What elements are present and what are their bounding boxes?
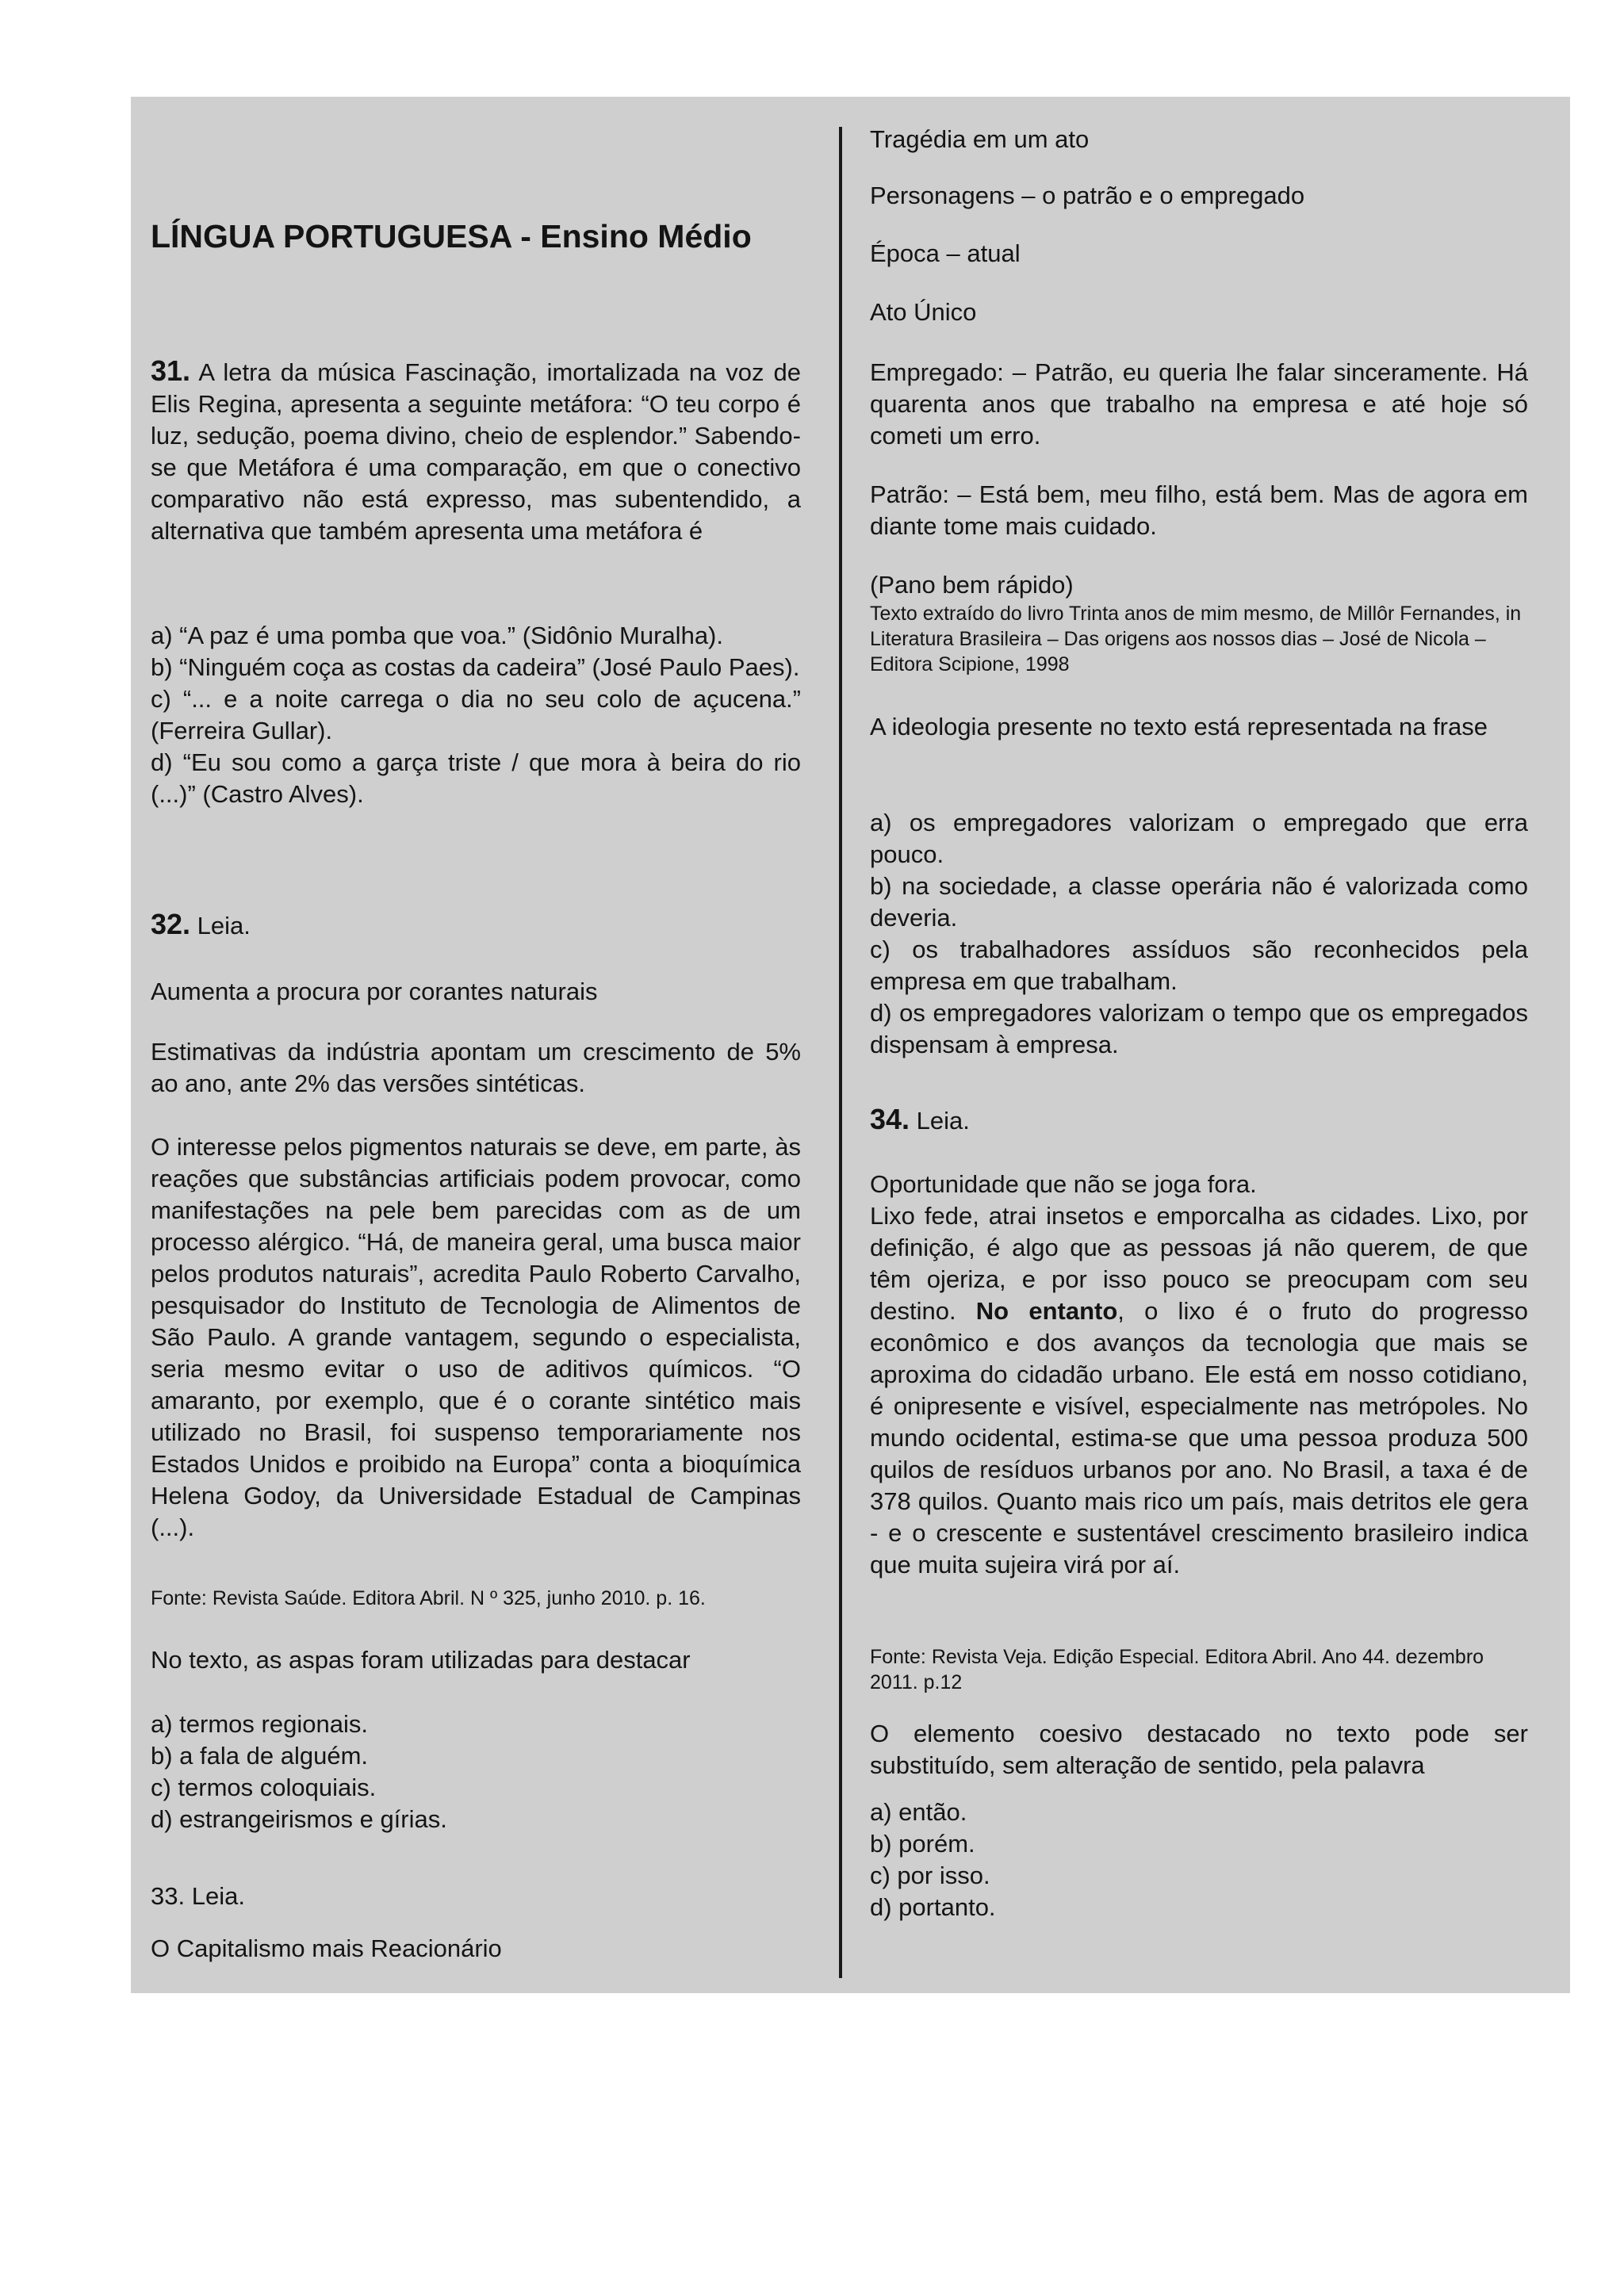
option-34-c: c) por isso. <box>870 1862 990 1889</box>
play-dialogue-employee: Empregado: – Patrão, eu queria lhe falar sinceramente. Há quarenta anos que trabalho na empresa e até hoje só cometi um erro. <box>870 358 1528 450</box>
question-34-text: O elemento coesivo destacado no texto pode ser substituído, sem alteração de sentido, pela palavra <box>870 1720 1528 1779</box>
cohesive-highlight: No entanto <box>975 1297 1118 1325</box>
question-31-number: 31. <box>151 354 191 387</box>
question-32-header <box>151 909 801 942</box>
option-33-c: c) os trabalhadores assíduos são reconhecidos pela empresa em que trabalham. <box>870 936 1528 995</box>
question-34-number: 34. <box>870 1103 910 1135</box>
question-32-options <box>151 1709 801 1835</box>
question-34-header <box>870 1104 1528 1137</box>
question-33-header: 33. Leia. <box>151 1882 245 1910</box>
option-31-a: a) “A paz é uma pomba que voa.” (Sidônio Muralha). <box>151 622 723 649</box>
section-title: LÍNGUA PORTUGUESA - Ensino Médio <box>151 218 752 254</box>
question-31-stem <box>151 355 801 547</box>
play-source: Texto extraído do livro Trinta anos de mim mesmo, de Millôr Fernandes, in Literatura Brasileira – Das origens aos nossos dias – José de Nicola – Editora Scipione, 1998 <box>870 603 1522 675</box>
play-epoch: Época – atual <box>870 239 1021 267</box>
article-34-body-after: , o lixo é o fruto do progresso econômico e dos avanços da tecnologia que mais se aproxima do cidadão urbano. Ele está em nosso cotidiano, é onipresente e visível, especialmente nas metrópoles. No mundo ocidental, estima-se que uma pessoa produza 500 quilos de resíduos urbanos por ano. No Brasil, a taxa é de 378 quilos. Quanto mais rico um país, mais detritos ele gera - e o crescente e sustentável crescimento brasileiro indica que muita sujeira virá por aí. <box>870 1297 1528 1578</box>
option-32-c: c) termos coloquiais. <box>151 1774 377 1801</box>
question-31-options <box>151 620 801 810</box>
column-divider <box>839 127 842 1978</box>
play-characters: Personagens – o patrão e o empregado <box>870 182 1305 209</box>
question-32-lead: Leia. <box>197 912 251 939</box>
question-32-number: 32. <box>151 908 191 940</box>
option-34-d: d) portanto. <box>870 1893 996 1921</box>
option-33-d: d) os empregadores valorizam o tempo que os empregados dispensam à empresa. <box>870 999 1528 1058</box>
article-34-body <box>870 1200 1528 1581</box>
article-subhead: Estimativas da indústria apontam um crescimento de 5% ao ano, ante 2% das versões sintéticas. <box>151 1038 801 1097</box>
option-31-c: c) “... e a noite carrega o dia no seu colo de açucena.” (Ferreira Gullar). <box>151 685 801 744</box>
article-source: Fonte: Revista Saúde. Editora Abril. N º 325, junho 2010. p. 16. <box>151 1587 706 1609</box>
option-34-b: b) porém. <box>870 1830 975 1858</box>
question-34-options <box>870 1797 1528 1923</box>
option-32-d: d) estrangeirismos e gírias. <box>151 1805 447 1833</box>
article-34-body-before: Lixo fede, atrai insetos e emporcalha as cidades. Lixo, por definição, é algo que as pessoas já não querem, de que têm ojeriza, e por isso pouco se preocupam com seu destino. <box>870 1202 1528 1325</box>
play-title: Tragédia em um ato <box>870 125 1090 153</box>
play-act: Ato Único <box>870 298 977 326</box>
option-31-b: b) “Ninguém coça as costas da cadeira” (José Paulo Paes). <box>151 653 800 681</box>
article-34-source: Fonte: Revista Veja. Edição Especial. Editora Abril. Ano 44. dezembro 2011. p.12 <box>870 1646 1484 1693</box>
question-33-text: A ideologia presente no texto está representada na frase <box>870 713 1488 740</box>
question-31-text: A letra da música Fascinação, imortalizada na voz de Elis Regina, apresenta a seguinte metáfora: “O teu corpo é luz, sedução, poema divino, cheio de esplendor.” Sabendo-se que Metáfora é uma comparação, em que o conectivo comparativo não está expresso, mas subentendido, a alternativa que também apresenta uma metáfora é <box>151 358 801 545</box>
question-32-text: No texto, as aspas foram utilizadas para destacar <box>151 1646 691 1674</box>
option-31-d: d) “Eu sou como a garça triste / que mora à beira do rio (...)” (Castro Alves). <box>151 748 801 808</box>
question-33-options <box>870 807 1528 1061</box>
play-dialogue-boss: Patrão: – Está bem, meu filho, está bem. Mas de agora em diante tome mais cuidado. <box>870 480 1528 540</box>
question-34-lead: Leia. <box>916 1107 970 1135</box>
question-33-title: O Capitalismo mais Reacionário <box>151 1934 502 1962</box>
option-32-a: a) termos regionais. <box>151 1710 368 1738</box>
article-body: O interesse pelos pigmentos naturais se deve, em parte, às reações que substâncias artificiais podem provocar, como manifestações na pele bem parecidas com as de um processo alérgico. “Há, de maneira geral, uma busca maior pelos produtos naturais”, acredita Paulo Roberto Carvalho, pesquisador do Instituto de Tecnologia de Alimentos de São Paulo. A grande vantagem, segundo o especialista, seria mesmo evitar o uso de aditivos químicos. “O amaranto, por exemplo, que é o corante sintético mais utilizado no Brasil, foi suspenso temporariamente nos Estados Unidos e proibido na Europa” conta a bioquímica Helena Godoy, da Universidade Estadual de Campinas (...). <box>151 1133 801 1541</box>
option-32-b: b) a fala de alguém. <box>151 1742 369 1770</box>
option-33-b: b) na sociedade, a classe operária não é valorizada como deveria. <box>870 872 1528 932</box>
article-34-title: Oportunidade que não se joga fora. <box>870 1170 1257 1198</box>
option-34-a: a) então. <box>870 1798 967 1826</box>
article-headline: Aumenta a procura por corantes naturais <box>151 978 598 1005</box>
option-33-a: a) os empregadores valorizam o empregado que erra pouco. <box>870 809 1528 868</box>
play-curtain: (Pano bem rápido) <box>870 571 1074 599</box>
